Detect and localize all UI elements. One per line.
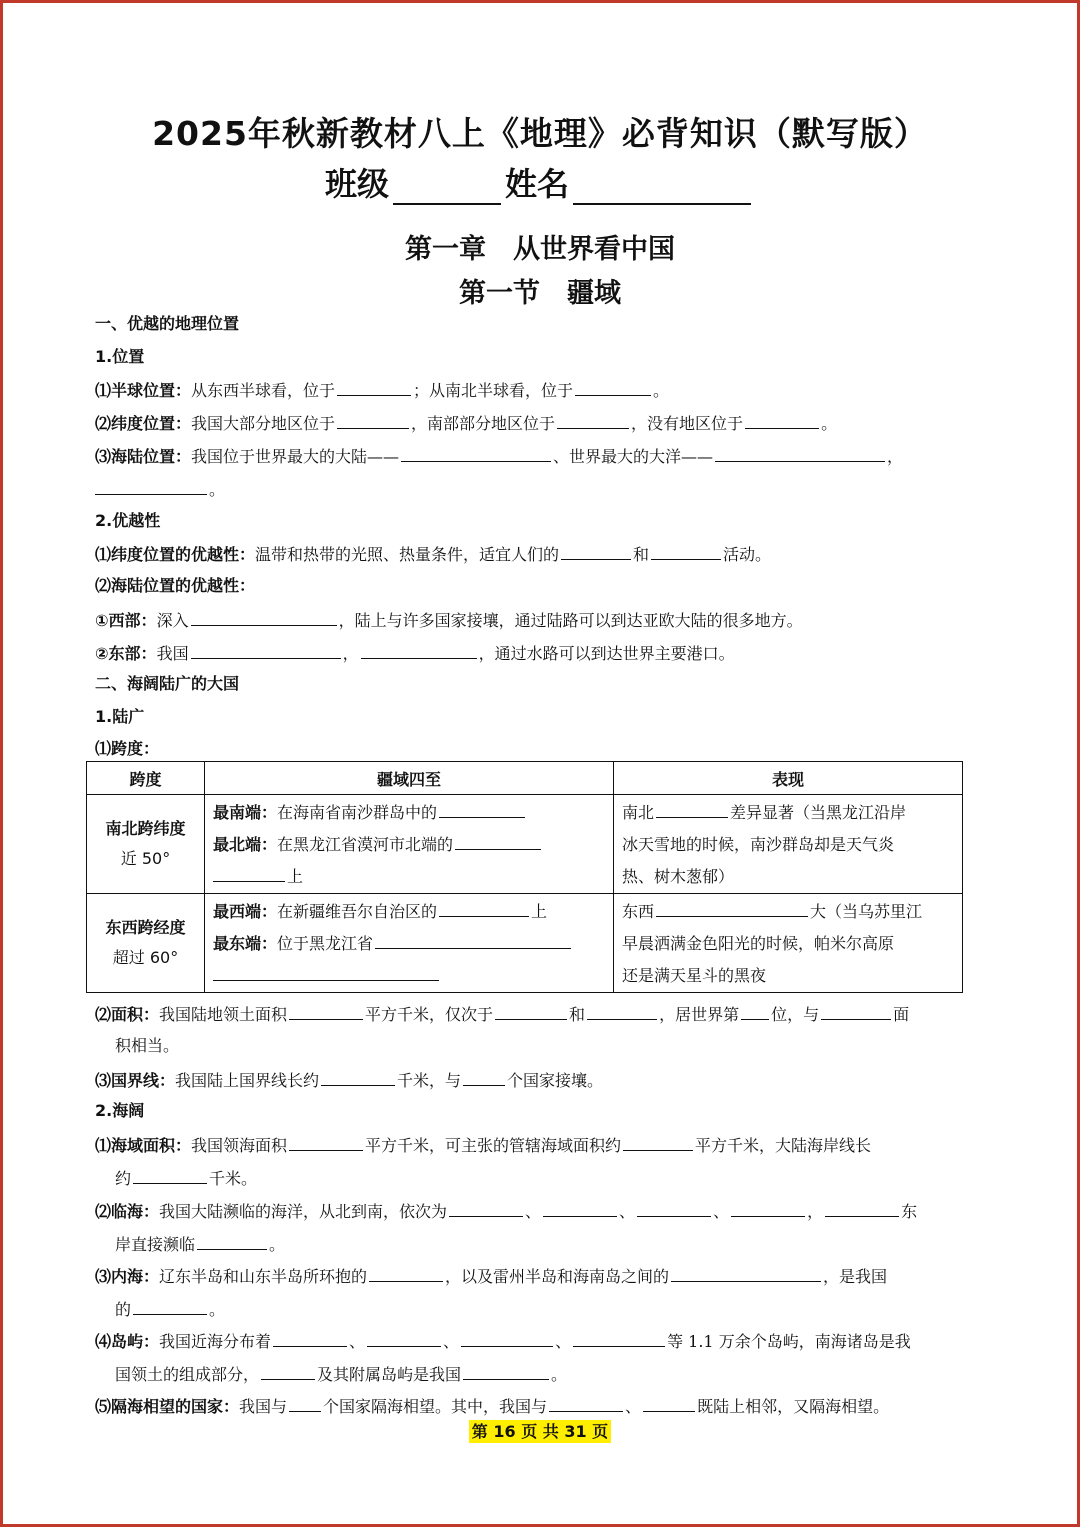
text: 平方千米，仅次于 bbox=[365, 1005, 494, 1024]
text: ，通过水路可以到达世界主要港口。 bbox=[478, 644, 735, 663]
part1-sub2: 2.优越性 bbox=[95, 511, 161, 530]
blank bbox=[449, 1199, 523, 1217]
perf-line bbox=[622, 896, 954, 928]
east-line bbox=[95, 641, 735, 665]
text: 、 bbox=[555, 1332, 572, 1351]
span-text: 东西跨经度 bbox=[105, 918, 186, 937]
west-line bbox=[95, 608, 803, 632]
east-end-line bbox=[213, 928, 605, 960]
class-blank bbox=[393, 173, 501, 205]
text: 平方千米，可主张的管辖海域面积约 bbox=[365, 1136, 622, 1155]
text: 我国领海面积 bbox=[191, 1136, 288, 1155]
text: 面 bbox=[893, 1005, 910, 1024]
blank bbox=[369, 1264, 443, 1282]
west-end-line bbox=[213, 896, 605, 928]
span-cell bbox=[87, 795, 205, 894]
label: ⑵临海： bbox=[95, 1202, 160, 1221]
text: ， bbox=[807, 1202, 824, 1221]
blank bbox=[337, 378, 411, 396]
text: 东 bbox=[901, 1202, 918, 1221]
text: 辽东半岛和山东半岛所环抱的 bbox=[159, 1267, 368, 1286]
name-label: 姓名 bbox=[505, 165, 570, 203]
text: 我国位于世界最大的大陆—— bbox=[191, 447, 400, 466]
text: 上 bbox=[287, 867, 304, 886]
blank bbox=[133, 1297, 207, 1315]
text: 东西 bbox=[622, 902, 655, 921]
blank bbox=[825, 1199, 899, 1217]
blank bbox=[197, 1232, 267, 1250]
north-line-cont bbox=[213, 861, 605, 893]
label: 最北端： bbox=[213, 835, 278, 854]
text: ，是我国 bbox=[823, 1267, 888, 1286]
text: 深入 bbox=[156, 611, 189, 630]
text: 和 bbox=[569, 1005, 586, 1024]
text: 差异显著（当黑龙江沿岸 bbox=[730, 803, 907, 822]
blank bbox=[575, 378, 651, 396]
text: 等 1.1 万余个岛屿，南海诸岛是我 bbox=[667, 1332, 911, 1351]
blank bbox=[273, 1329, 347, 1347]
blank bbox=[731, 1199, 805, 1217]
blank bbox=[455, 832, 541, 850]
blank bbox=[191, 641, 341, 659]
south-line bbox=[213, 797, 605, 829]
north-line bbox=[213, 829, 605, 861]
text: 位，与 bbox=[771, 1005, 820, 1024]
blank bbox=[557, 411, 629, 429]
text: 位于黑龙江省 bbox=[277, 934, 374, 953]
label: 最南端： bbox=[213, 803, 278, 822]
blank bbox=[439, 899, 529, 917]
blank bbox=[321, 1068, 395, 1086]
text: 、 bbox=[625, 1397, 642, 1416]
blank bbox=[213, 864, 285, 882]
text: 在黑龙江省漠河市北端的 bbox=[277, 835, 454, 854]
perf-line: 早晨洒满金色阳光的时候，帕米尔高原 bbox=[622, 934, 895, 953]
blank bbox=[671, 1264, 821, 1282]
text: 和 bbox=[633, 545, 650, 564]
section-title: 第一节 疆域 bbox=[459, 278, 621, 309]
text: 国领土的组成部分， bbox=[115, 1365, 260, 1384]
inland-sea-line-cont bbox=[115, 1297, 225, 1321]
text: 南北 bbox=[622, 803, 655, 822]
blank bbox=[651, 542, 721, 560]
table-header: 表现 bbox=[614, 762, 963, 795]
label: ⑴海域面积： bbox=[95, 1136, 192, 1155]
border-line bbox=[95, 1068, 603, 1092]
text: 从东西半球看，位于 bbox=[191, 381, 336, 400]
span-table bbox=[86, 761, 963, 993]
class-label: 班级 bbox=[324, 165, 389, 203]
blank bbox=[587, 1002, 657, 1020]
label: ⑵纬度位置： bbox=[95, 414, 192, 433]
text: 上 bbox=[531, 902, 548, 921]
table-row bbox=[87, 894, 963, 993]
text: 、 bbox=[443, 1332, 460, 1351]
blank bbox=[95, 477, 207, 495]
table-row bbox=[87, 795, 963, 894]
islands-line bbox=[95, 1329, 911, 1353]
text: 个国家接壤。 bbox=[507, 1071, 604, 1090]
performance-cell bbox=[614, 894, 963, 993]
part2-sub2: 2.海阔 bbox=[95, 1101, 145, 1120]
blank bbox=[623, 1133, 693, 1151]
sea-area-line-cont bbox=[115, 1166, 257, 1190]
blank bbox=[213, 963, 439, 981]
table-header: 跨度 bbox=[87, 762, 205, 795]
text: 我国大部分地区位于 bbox=[191, 414, 336, 433]
blank bbox=[289, 1002, 363, 1020]
blank bbox=[656, 800, 728, 818]
span-text: 南北跨纬度 bbox=[105, 819, 186, 838]
text: 、 bbox=[713, 1202, 730, 1221]
adjacent-seas-line bbox=[95, 1199, 917, 1223]
label: ②东部： bbox=[95, 644, 157, 663]
blank bbox=[549, 1394, 623, 1412]
blank bbox=[715, 444, 885, 462]
text: 千米，与 bbox=[397, 1071, 462, 1090]
text: 活动。 bbox=[723, 545, 772, 564]
blank bbox=[573, 1329, 665, 1347]
text: 个国家隔海相望。其中，我国与 bbox=[323, 1397, 548, 1416]
label: ⑶海陆位置： bbox=[95, 447, 192, 466]
extremes-cell bbox=[205, 795, 614, 894]
text: ；从南北半球看，位于 bbox=[413, 381, 574, 400]
blank bbox=[461, 1329, 553, 1347]
blank bbox=[637, 1199, 711, 1217]
label: ⑶国界线： bbox=[95, 1071, 176, 1090]
area-line-cont: 积相当。 bbox=[115, 1036, 180, 1055]
sea-area-line bbox=[95, 1133, 871, 1157]
text: 。 bbox=[821, 414, 838, 433]
page-footer bbox=[3, 1419, 1077, 1442]
text: 。 bbox=[653, 381, 670, 400]
blank bbox=[463, 1068, 505, 1086]
label: 最东端： bbox=[213, 934, 278, 953]
text: 千米。 bbox=[209, 1169, 258, 1188]
perf-line: 热、树木葱郁） bbox=[622, 867, 735, 886]
page-title: 2025年秋新教材八上《地理》必背知识（默写版） bbox=[152, 114, 928, 153]
adjacent-seas-line-cont bbox=[115, 1232, 285, 1256]
latitude-line bbox=[95, 411, 837, 435]
text: 。 bbox=[209, 480, 226, 499]
islands-line-cont bbox=[115, 1362, 567, 1386]
text: 。 bbox=[269, 1235, 286, 1254]
hemisphere-line bbox=[95, 378, 669, 402]
name-blank bbox=[573, 173, 751, 205]
span-text: 近 50° bbox=[120, 849, 171, 868]
text: ，居世界第 bbox=[659, 1005, 740, 1024]
text: 我国 bbox=[156, 644, 189, 663]
latitude-advantage-line bbox=[95, 542, 771, 566]
text: ，没有地区位于 bbox=[631, 414, 744, 433]
blank bbox=[191, 608, 337, 626]
label: ⑴纬度位置的优越性： bbox=[95, 545, 256, 564]
table-header: 疆域四至 bbox=[205, 762, 614, 795]
text: 我国陆上国界线长约 bbox=[175, 1071, 320, 1090]
text: 大（当乌苏里江 bbox=[810, 902, 923, 921]
text: 我国陆地领土面积 bbox=[159, 1005, 288, 1024]
perf-line: 还是满天星斗的黑夜 bbox=[622, 966, 767, 985]
label: ⑸隔海相望的国家： bbox=[95, 1397, 240, 1416]
sea-land-line bbox=[95, 444, 903, 468]
blank bbox=[361, 641, 477, 659]
blank bbox=[543, 1199, 617, 1217]
text: 及其附属岛屿是我国 bbox=[317, 1365, 462, 1384]
text: 、 bbox=[349, 1332, 366, 1351]
text: 的 bbox=[115, 1300, 132, 1319]
perf-line: 冰天雪地的时候，南沙群岛却是天气炎 bbox=[622, 835, 895, 854]
text: 岸直接濒临 bbox=[115, 1235, 196, 1254]
text: 温带和热带的光照、热量条件，适宜人们的 bbox=[255, 545, 560, 564]
text: 既陆上相邻，又隔海相望。 bbox=[697, 1397, 890, 1416]
blank bbox=[643, 1394, 695, 1412]
label: ①西部： bbox=[95, 611, 157, 630]
blank bbox=[289, 1394, 321, 1412]
blank bbox=[745, 411, 819, 429]
text: ，南部部分地区位于 bbox=[411, 414, 556, 433]
blank bbox=[367, 1329, 441, 1347]
table-header-row bbox=[87, 762, 963, 795]
blank bbox=[401, 444, 551, 462]
span-label: ⑴跨度： bbox=[95, 739, 160, 758]
blank bbox=[289, 1133, 363, 1151]
blank bbox=[561, 542, 631, 560]
inland-sea-line bbox=[95, 1264, 887, 1288]
blank bbox=[463, 1362, 549, 1380]
east-end-line-cont bbox=[213, 960, 605, 992]
page-number: 第 16 页 共 31 页 bbox=[469, 1420, 611, 1443]
label: 最西端： bbox=[213, 902, 278, 921]
sea-land-advantage-label: ⑵海陆位置的优越性： bbox=[95, 576, 256, 595]
class-name-line bbox=[3, 159, 1077, 205]
text: 在新疆维吾尔自治区的 bbox=[277, 902, 438, 921]
blank bbox=[495, 1002, 567, 1020]
part1-heading: 一、优越的地理位置 bbox=[95, 314, 240, 333]
text: ，以及雷州半岛和海南岛之间的 bbox=[445, 1267, 670, 1286]
label: ⑵面积： bbox=[95, 1005, 160, 1024]
text: 约 bbox=[115, 1169, 132, 1188]
label: ⑶内海： bbox=[95, 1267, 160, 1286]
blank bbox=[261, 1362, 315, 1380]
performance-cell bbox=[614, 795, 963, 894]
text: 。 bbox=[551, 1365, 568, 1384]
span-text: 超过 60° bbox=[112, 948, 179, 967]
text: ，陆上与许多国家接壤，通过陆路可以到达亚欧大陆的很多地方。 bbox=[338, 611, 803, 630]
blank bbox=[375, 931, 571, 949]
label: ⑷岛屿： bbox=[95, 1332, 160, 1351]
text: 、 bbox=[619, 1202, 636, 1221]
area-line bbox=[95, 1002, 909, 1026]
sea-land-line-cont bbox=[95, 477, 225, 501]
text: 在海南省南沙群岛中的 bbox=[277, 803, 438, 822]
part1-sub1: 1.位置 bbox=[95, 347, 145, 366]
extremes-cell bbox=[205, 894, 614, 993]
text: 我国近海分布着 bbox=[159, 1332, 272, 1351]
text: ， bbox=[887, 447, 904, 466]
part2-heading: 二、海阔陆广的大国 bbox=[95, 674, 240, 693]
blank bbox=[821, 1002, 891, 1020]
text: 我国大陆濒临的海洋，从北到南，依次为 bbox=[159, 1202, 448, 1221]
text: 。 bbox=[209, 1300, 226, 1319]
blank bbox=[439, 800, 525, 818]
text: ， bbox=[342, 644, 359, 663]
text: 、 bbox=[525, 1202, 542, 1221]
text: 平方千米，大陆海岸线长 bbox=[695, 1136, 872, 1155]
part2-sub1: 1.陆广 bbox=[95, 707, 145, 726]
text: 、世界最大的大洋—— bbox=[553, 447, 714, 466]
blank bbox=[741, 1002, 769, 1020]
blank bbox=[656, 899, 808, 917]
text: 我国与 bbox=[239, 1397, 288, 1416]
chapter-title: 第一章 从世界看中国 bbox=[405, 234, 675, 265]
blank bbox=[133, 1166, 207, 1184]
blank bbox=[337, 411, 409, 429]
label: ⑴半球位置： bbox=[95, 381, 192, 400]
span-cell bbox=[87, 894, 205, 993]
perf-line bbox=[622, 797, 954, 829]
across-sea-line bbox=[95, 1394, 889, 1418]
